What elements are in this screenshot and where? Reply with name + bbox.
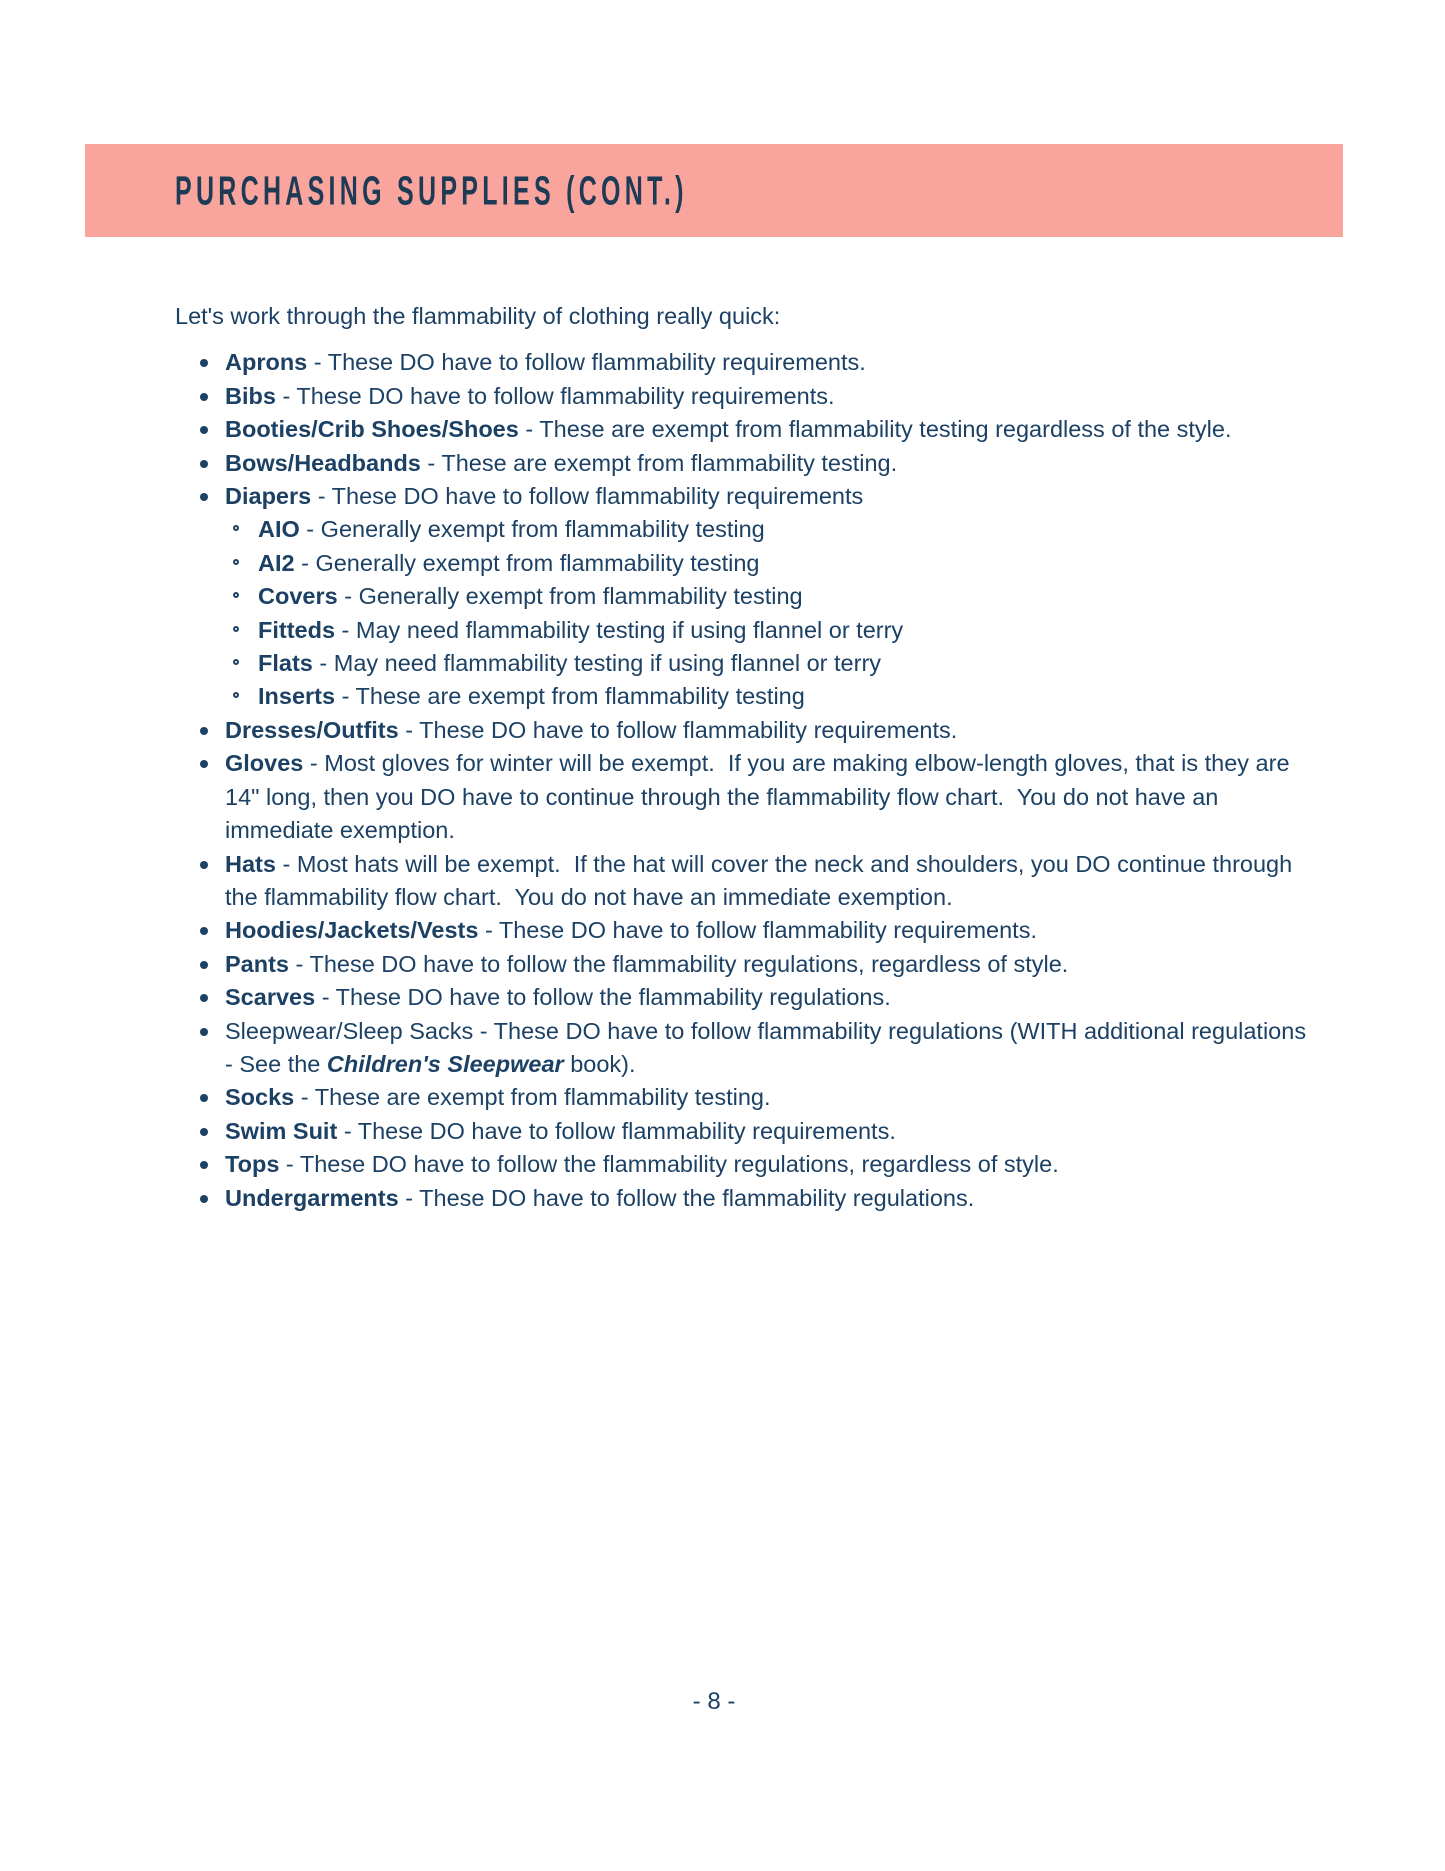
bullet-circle-icon (233, 626, 239, 632)
list-item-text: - These DO have to follow flammability requirements. (337, 1117, 896, 1144)
bullet-dot-icon (200, 927, 208, 935)
list-item (175, 413, 1315, 446)
list-item-text: book). (563, 1050, 636, 1077)
list-item-text: Dresses/Outfits (225, 716, 399, 743)
intro-paragraph: Let's work through the flammability of clothing really quick: (175, 303, 781, 329)
list-item-text: - These are exempt from flammability testing. (420, 449, 898, 476)
list-item (175, 1081, 1315, 1114)
list-item-text: - Most hats will be exempt. If the hat will cover the neck and shoulders, you DO continue through the flammability flow chart. You do not have an immediate exemption. (225, 850, 1299, 910)
list-item-text: Hats (225, 850, 276, 877)
list-item (175, 948, 1315, 981)
list-item-text: - These DO have to follow flammability requirements. (478, 917, 1037, 944)
bullet-dot-icon (200, 359, 208, 367)
list-item-text: Swim Suit (225, 1117, 338, 1144)
list-item-text: - These DO have to follow the flammability regulations, regardless of style. (279, 1151, 1059, 1178)
list-item (175, 380, 1315, 413)
list-item (175, 680, 1315, 713)
bullet-circle-icon (233, 559, 239, 565)
list-item (175, 747, 1315, 847)
list-item-text: - Generally exempt from flammability testing (299, 516, 765, 543)
bullet-circle-icon (233, 525, 239, 531)
list-item-text: - These DO have to follow flammability requirements. (398, 716, 958, 743)
bullet-dot-icon (200, 1028, 208, 1036)
bullet-dot-icon (200, 426, 208, 434)
list-item-text: - Generally exempt from flammability testing (294, 549, 760, 576)
list-item (175, 614, 1315, 647)
bullet-dot-icon (200, 861, 208, 869)
list-item-text: - These are exempt from flammability testing regardless of the style. (518, 416, 1232, 443)
list-item (175, 647, 1315, 680)
clothing-flammability-list (175, 346, 1315, 1215)
bullet-dot-icon (200, 1195, 208, 1203)
list-item-text: AI2 (258, 549, 295, 576)
list-item-text: - These are exempt from flammability testing. (294, 1084, 771, 1111)
bullet-dot-icon (200, 493, 208, 501)
list-item-text: Gloves (225, 750, 304, 777)
list-item-text: Tops (225, 1151, 280, 1178)
list-item-text: - These DO have to follow flammability requirements. (275, 382, 835, 409)
list-item (175, 1148, 1315, 1181)
list-item-text: - These DO have to follow the flammability regulations. (315, 984, 891, 1011)
list-item (175, 1182, 1315, 1215)
list-item-text: Bows/Headbands (225, 449, 421, 476)
list-item-text: - May need flammability testing if using flannel or terry (312, 650, 882, 677)
list-item-text: - These DO have to follow flammability requirements. (307, 349, 866, 376)
bullet-circle-icon (233, 592, 239, 598)
bullet-dot-icon (200, 760, 208, 768)
page-number: - 8 - (692, 1688, 736, 1715)
list-item-text: - Generally exempt from flammability testing (337, 583, 803, 610)
bullet-dot-icon (200, 1161, 208, 1169)
list-item-text: Scarves (225, 984, 316, 1011)
list-item (175, 1015, 1315, 1082)
list-item-text: Undergarments (225, 1184, 399, 1211)
list-item-text: - Most gloves for winter will be exempt. If you are making elbow-length gloves, that is they are 14" long, then you DO have to continue through the flammability flow chart. You do not have an immediate exemption. (225, 750, 1297, 844)
list-item-text: Socks (225, 1084, 295, 1111)
list-item (175, 1115, 1315, 1148)
list-item-text: Pants (225, 950, 289, 977)
bullet-circle-icon (233, 659, 239, 665)
list-item-text: Bibs (225, 382, 276, 409)
list-item (175, 848, 1315, 915)
list-item-text: - These DO have to follow the flammability regulations, regardless of style. (289, 950, 1069, 977)
bullet-dot-icon (200, 727, 208, 735)
section-title: PURCHASING SUPPLIES (CONT.) (175, 167, 688, 213)
bullet-circle-icon (233, 692, 239, 698)
list-item-text: Children's Sleepwear (326, 1050, 564, 1077)
list-item (175, 714, 1315, 747)
list-item-text: - These DO have to follow flammability requirements (311, 483, 864, 510)
list-item-text: - These DO have to follow the flammability regulations. (398, 1184, 975, 1211)
bullet-dot-icon (200, 1094, 208, 1102)
list-item-text: Hoodies/Jackets/Vests (225, 917, 479, 944)
list-item-text: AIO (258, 516, 300, 543)
list-item (175, 480, 1315, 513)
list-item-text: Aprons (225, 349, 308, 376)
list-item-text: Flats (258, 650, 313, 677)
list-item-text: Booties/Crib Shoes/Shoes (225, 416, 519, 443)
list-item (175, 346, 1315, 379)
list-item (175, 914, 1315, 947)
bullet-dot-icon (200, 460, 208, 468)
list-item-text: - May need flammability testing if using flannel or terry (335, 616, 904, 643)
list-item-text: Diapers (225, 483, 312, 510)
list-item-text: Fitteds (258, 616, 336, 643)
page-body (175, 300, 1315, 1215)
list-item (175, 580, 1315, 613)
section-header-banner (85, 144, 1343, 237)
bullet-dot-icon (200, 393, 208, 401)
list-item-text: Sleepwear/Sleep Sacks - These DO have to follow flammability regulations (WITH additional regulations - See the (225, 1017, 1313, 1077)
list-item-text: Inserts (258, 683, 336, 710)
bullet-dot-icon (200, 994, 208, 1002)
list-item (175, 513, 1315, 546)
bullet-dot-icon (200, 961, 208, 969)
bullet-dot-icon (200, 1128, 208, 1136)
list-item-text: - These are exempt from flammability testing (335, 683, 805, 710)
list-item (175, 981, 1315, 1014)
list-item-text: Covers (258, 583, 338, 610)
list-item (175, 447, 1315, 480)
list-item (175, 547, 1315, 580)
